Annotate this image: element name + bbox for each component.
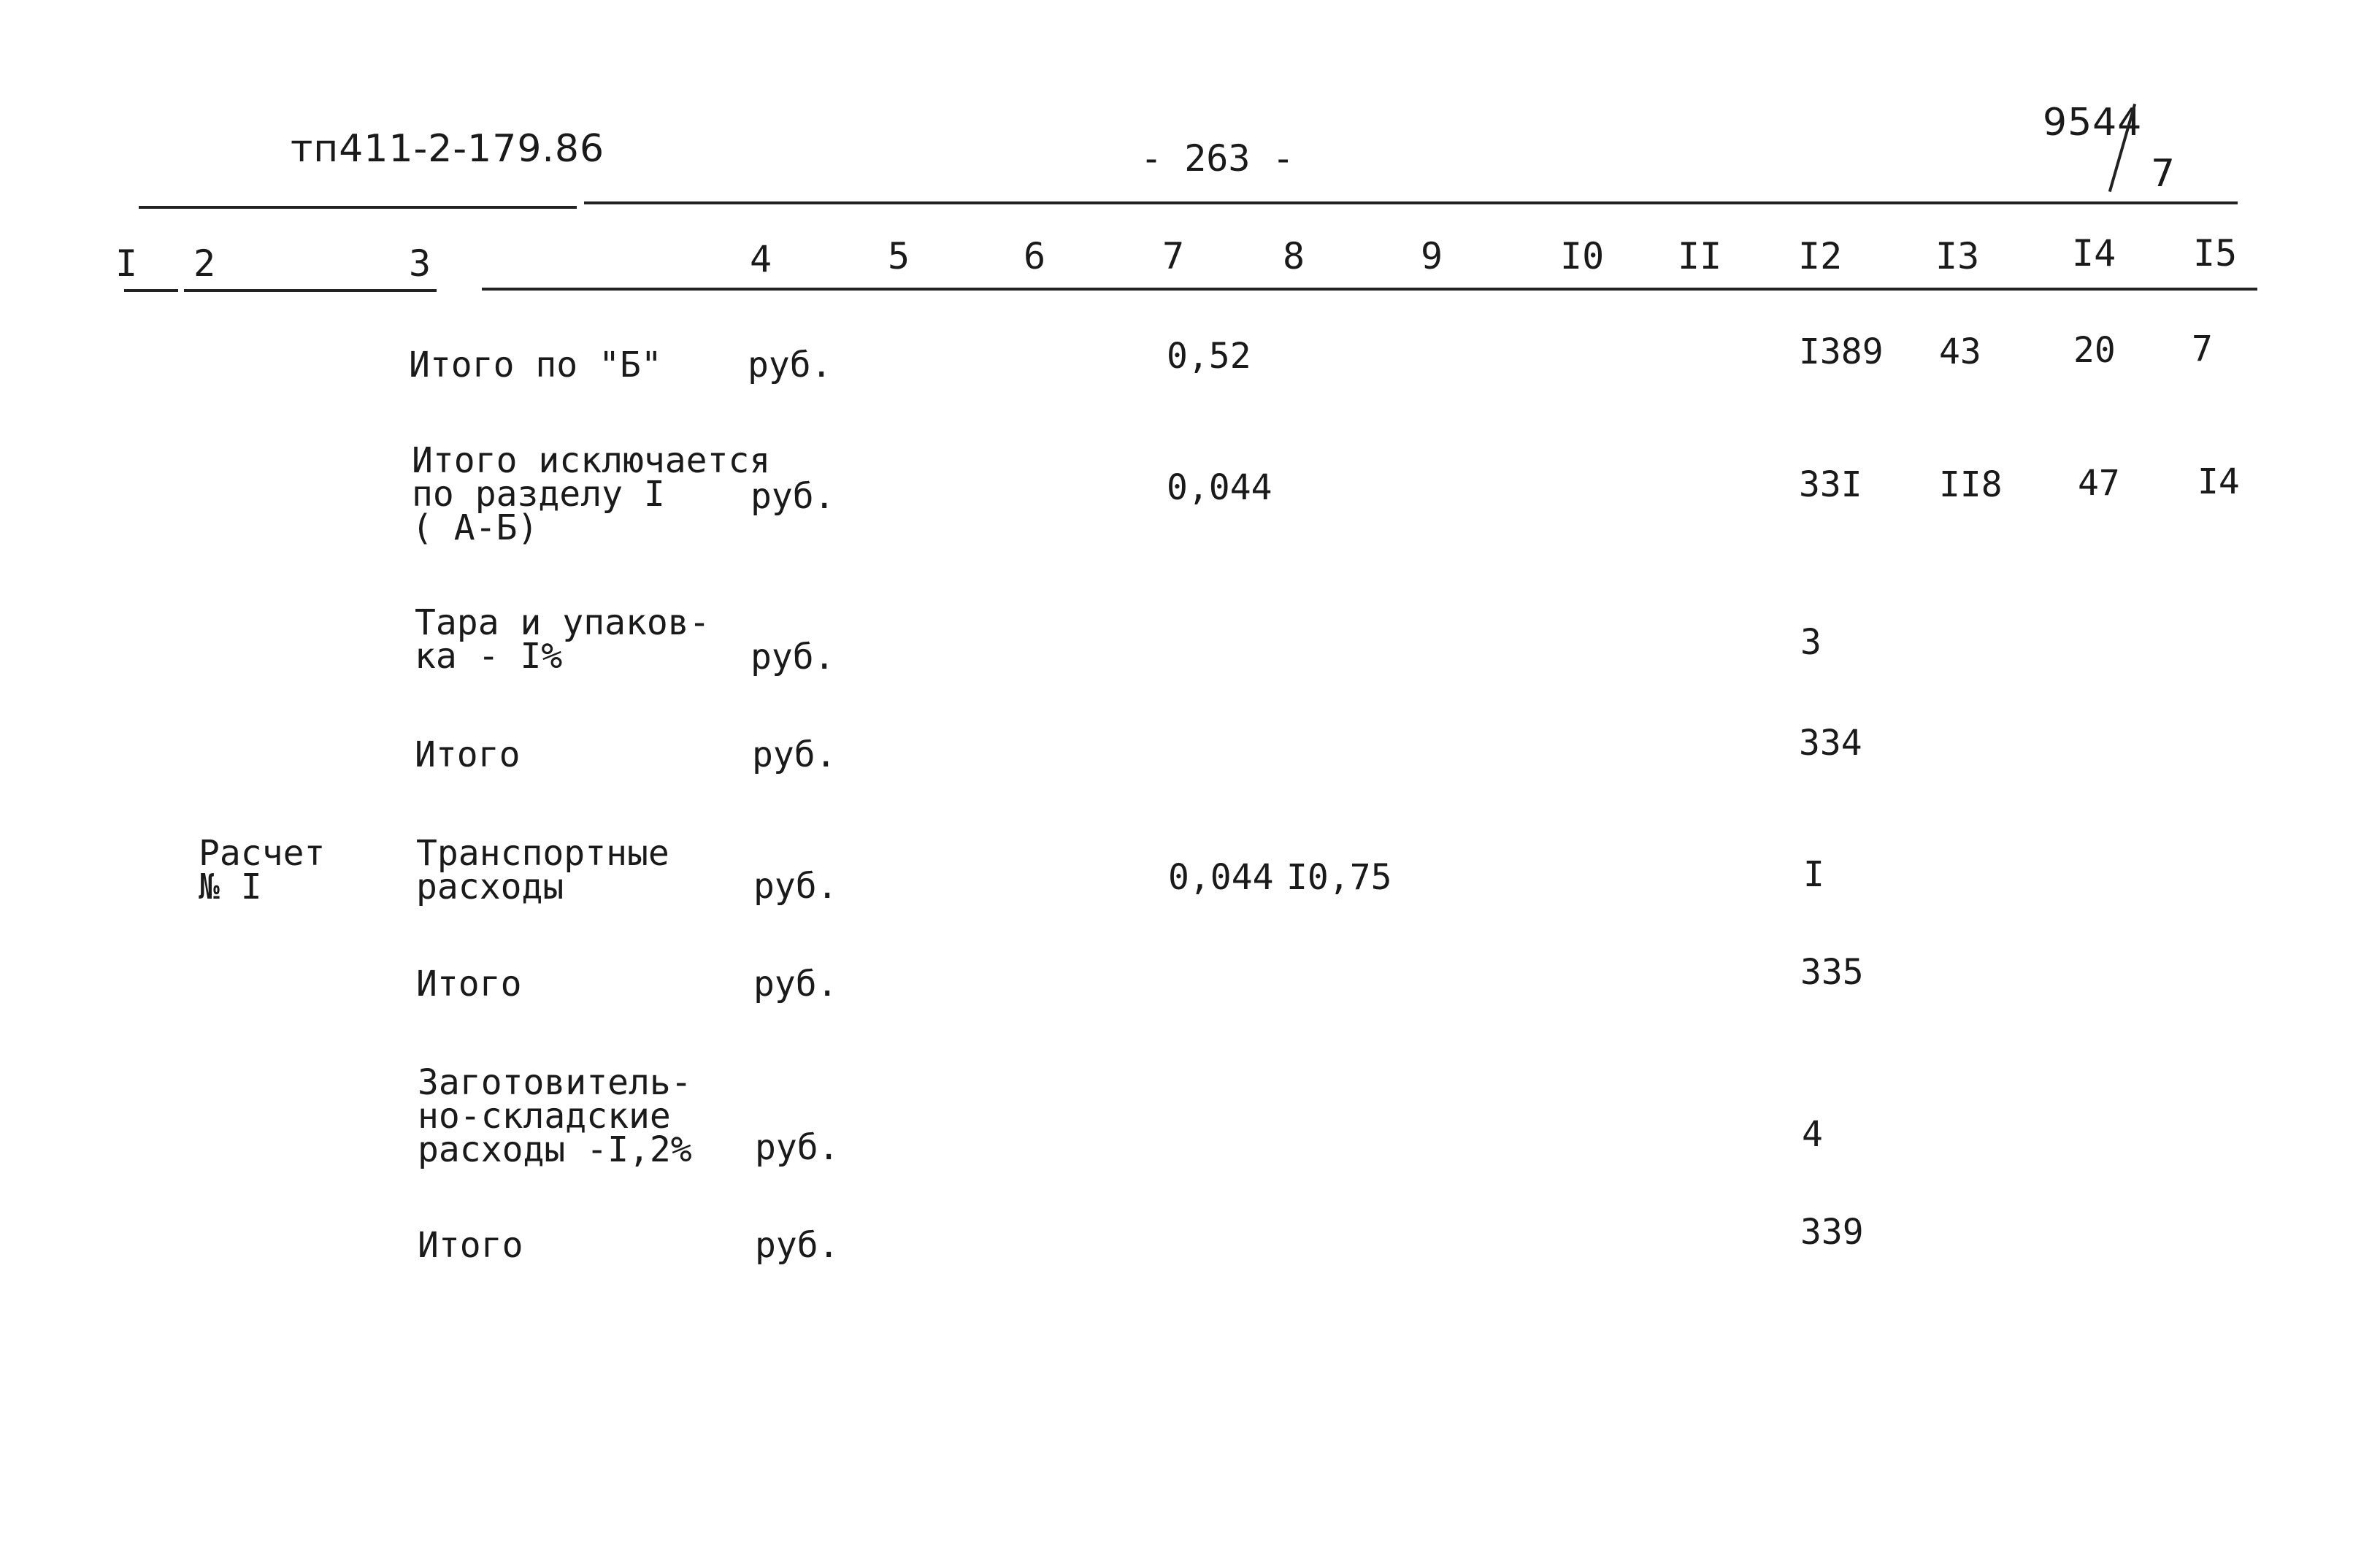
column-header: 4: [750, 238, 772, 280]
column-header: 9: [1421, 235, 1443, 277]
column-header: II: [1678, 235, 1722, 277]
item-name: Итого: [418, 1225, 523, 1266]
column-header: 6: [1024, 235, 1046, 277]
column-header: 8: [1283, 235, 1305, 277]
unit: руб.: [755, 1127, 840, 1168]
col12-value: I: [1803, 854, 1824, 895]
unit: руб.: [755, 1225, 840, 1266]
unit: руб.: [748, 345, 832, 385]
col7-value: 0,044: [1167, 467, 1272, 508]
col12-value: 339: [1800, 1212, 1864, 1253]
col12-value: I389: [1799, 331, 1884, 372]
col12-value: 3: [1800, 622, 1822, 663]
header-bottom-rule-mid: [184, 289, 437, 292]
col8-value: I0,75: [1286, 857, 1392, 898]
unit: руб.: [751, 476, 835, 517]
page-number: - 263 -: [1140, 137, 1294, 180]
col13-value: 43: [1939, 331, 1981, 372]
col15-value: I4: [2197, 461, 2240, 502]
item-name: Итого: [415, 734, 521, 775]
column-header: I: [115, 242, 138, 285]
column-header: I2: [1798, 235, 1843, 277]
header-top-rule-left: [139, 206, 577, 209]
document-code: тп411-2-179.86: [291, 127, 605, 171]
unit: руб.: [751, 637, 835, 677]
col7-value: 0,044: [1168, 857, 1274, 898]
column-header: 5: [888, 235, 910, 277]
unit: руб.: [753, 866, 838, 907]
column-header: I5: [2193, 232, 2238, 274]
column-header: 7: [1162, 235, 1185, 277]
column-header: I0: [1560, 235, 1605, 277]
calc-reference: Расчет № I: [199, 833, 326, 908]
col14-value: 47: [2078, 463, 2120, 504]
unit: руб.: [753, 964, 838, 1004]
col12-value: 335: [1800, 952, 1864, 993]
column-header: I3: [1935, 235, 1980, 277]
col15-value: 7: [2192, 328, 2213, 369]
item-name: Тара и упаков- ка - I%: [415, 602, 710, 677]
item-name: Итого по "Б": [409, 345, 662, 385]
sheet-ref-bottom: 7: [2151, 152, 2176, 196]
column-header: 3: [409, 242, 431, 285]
header-bottom-rule-left: [124, 289, 178, 292]
column-header: I4: [2072, 232, 2116, 274]
col7-value: 0,52: [1167, 336, 1251, 377]
col12-value: 334: [1799, 723, 1862, 764]
item-name: Итого: [416, 964, 522, 1004]
item-name: Транспортные расходы: [416, 833, 669, 908]
col13-value: II8: [1939, 464, 2003, 505]
col12-value: 4: [1802, 1114, 1823, 1155]
header-bottom-rule-right: [482, 288, 2257, 291]
item-name: Заготовитель- но-складские расходы -I,2%: [418, 1062, 692, 1171]
header-top-rule-right: [584, 201, 2238, 204]
unit: руб.: [752, 734, 837, 775]
column-header: 2: [193, 242, 216, 285]
col14-value: 20: [2073, 330, 2116, 371]
col12-value: 33I: [1799, 464, 1862, 505]
sheet-ref-top: 9544: [2043, 101, 2143, 145]
item-name: Итого исключается по разделу I ( А-Б): [412, 440, 771, 549]
